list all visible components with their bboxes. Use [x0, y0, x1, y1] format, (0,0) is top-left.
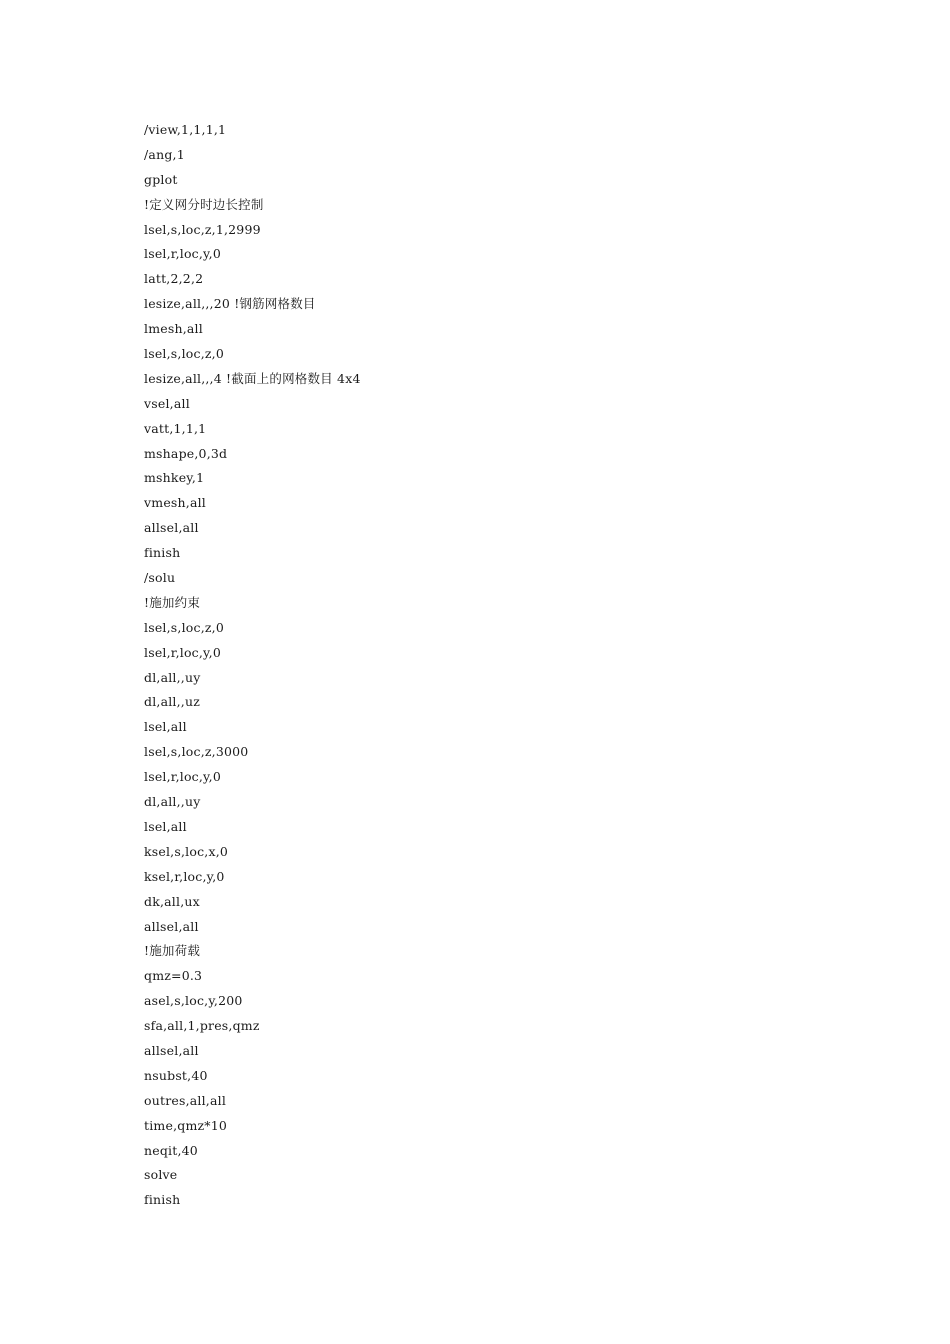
code-line: mshape,0,3d — [144, 445, 228, 461]
code-line: lsel,all — [144, 719, 187, 735]
code-line: lsel,s,loc,z,0 — [144, 346, 224, 362]
code-line: /view,1,1,1,1 — [144, 122, 227, 137]
code-line: /solu — [144, 570, 176, 586]
code-line: lsel,s,loc,z,1,2999 — [144, 221, 261, 237]
code-line: gplot — [144, 171, 178, 187]
code-line: lesize,all,,,4 !截面上的网格数目 4x4 — [144, 370, 361, 386]
code-line: lsel,r,loc,y,0 — [144, 644, 221, 660]
code-line: lsel,r,loc,y,0 — [144, 769, 221, 785]
code-line: lsel,s,loc,z,3000 — [144, 744, 249, 760]
code-line: asel,s,loc,y,200 — [144, 993, 243, 1009]
code-line: vatt,1,1,1 — [144, 420, 207, 436]
code-line: lmesh,all — [144, 321, 203, 337]
code-line: mshkey,1 — [144, 470, 205, 486]
code-listing — [144, 118, 361, 1213]
code-line: lesize,all,,,20 !钢筋网格数目 — [144, 296, 316, 312]
code-line: sfa,all,1,pres,qmz — [144, 1018, 260, 1034]
code-line: allsel,all — [144, 520, 199, 536]
code-line: ksel,r,loc,y,0 — [144, 868, 225, 884]
code-line: latt,2,2,2 — [144, 271, 204, 287]
code-line: outres,all,all — [144, 1092, 227, 1108]
code-line: dl,all,,uz — [144, 694, 201, 710]
code-line: qmz=0.3 — [144, 968, 203, 984]
comment-line: !定义网分时边长控制 — [144, 196, 264, 212]
code-line: solve — [144, 1167, 178, 1183]
code-line: time,qmz*10 — [144, 1117, 228, 1133]
code-line: vsel,all — [144, 395, 190, 411]
code-line: neqit,40 — [144, 1142, 198, 1158]
code-line: finish — [144, 1192, 181, 1208]
code-line: /ang,1 — [144, 146, 185, 162]
comment-line: !施加约束 — [144, 594, 201, 610]
code-line: lsel,s,loc,z,0 — [144, 619, 224, 635]
code-line: lsel,r,loc,y,0 — [144, 246, 221, 262]
code-line: finish — [144, 545, 181, 561]
code-line: dk,all,ux — [144, 893, 200, 909]
code-line: dl,all,,uy — [144, 794, 201, 810]
code-line: dl,all,,uy — [144, 669, 201, 685]
comment-line: !施加荷载 — [144, 943, 201, 959]
code-line: ksel,s,loc,x,0 — [144, 843, 229, 859]
code-line: vmesh,all — [144, 495, 206, 511]
code-line: nsubst,40 — [144, 1067, 208, 1083]
code-line: lsel,all — [144, 818, 187, 834]
code-line: allsel,all — [144, 1042, 199, 1058]
code-line: allsel,all — [144, 918, 199, 934]
